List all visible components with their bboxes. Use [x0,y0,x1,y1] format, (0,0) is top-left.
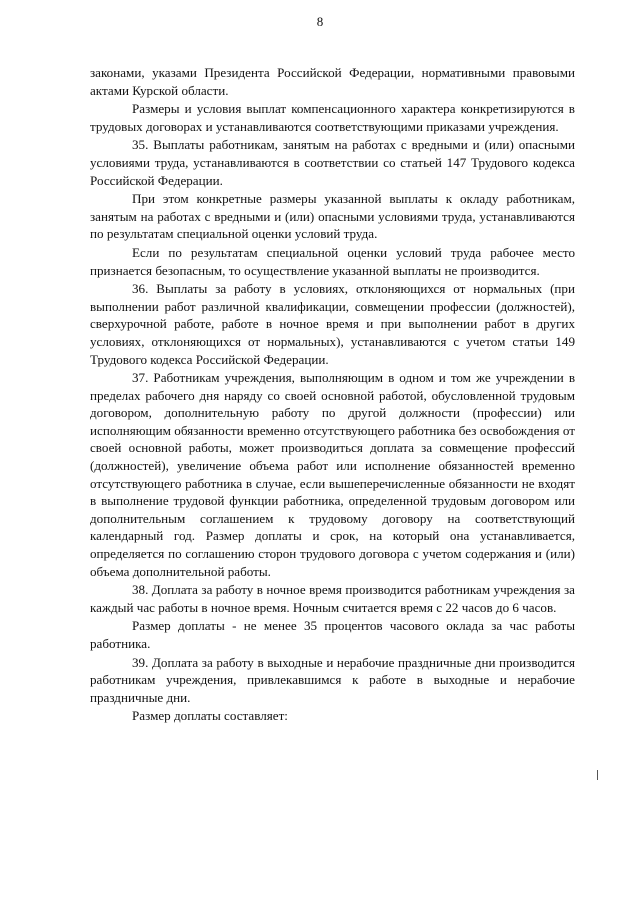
paragraph-35-details: При этом конкретные размеры указанной выплаты к окладу работникам, занятым на работах с вредными и (или) опасными условиями труда, устанавливаются по результатам специальной оценки условий труда. [90,191,575,242]
margin-mark [597,770,598,780]
paragraph-36: 36. Выплаты за работу в условиях, отклоняющихся от нормальных (при выполнении работ различной квалификации, совмещении профессии (должностей), сверхурочной работе, работе в ночное время и при выполнении работ в других условиях, отклоняющихся от нормальных), устанавливаются с учетом статьи 149 Трудового кодекса Российской Федерации. [90,281,575,367]
paragraph-38-amount: Размер доплаты - не менее 35 процентов часового оклада за час работы работника. [90,618,575,651]
page-number: 8 [316,14,324,29]
paragraph-38: 38. Доплата за работу в ночное время производится работникам учреждения за каждый час работы в ночное время. Ночным считается время с 22 часов до 6 часов. [90,582,575,615]
paragraph-35: 35. Выплаты работникам, занятым на работах с вредными и (или) опасными условиями труда, устанавливаются в соответствии со статьей 147 Трудового кодекса Российской Федерации. [90,137,575,188]
paragraph-35-safe-workplace: Если по результатам специальной оценки условий труда рабочее место признается безопасным, то осуществление указанной выплаты не производится. [90,244,575,278]
paragraph-39: 39. Доплата за работу в выходные и нерабочие праздничные дни производится работникам учреждения, привлекавшимся к работе в выходные и нерабочие праздничные дни. [90,654,575,705]
document-body [90,64,575,725]
paragraph-compensation-terms: Размеры и условия выплат компенсационного характера конкретизируются в трудовых договорах и устанавливаются соответствующими приказами учреждения. [90,101,575,134]
paragraph-39-amount: Размер доплаты составляет: [132,708,288,724]
paragraph-continuation: законами, указами Президента Российской Федерации, нормативными правовыми актами Курской области. [90,65,575,98]
paragraph-37: 37. Работникам учреждения, выполняющим в одном и том же учреждении в пределах рабочего дня наряду со своей основной работой, обусловленной трудовым договором, дополнительную работу по другой должности (профессии) или исполняющим обязанности временно отсутствующего работника без освобождения от своей основной работы, может производиться доплата за совмещение профессий (должностей), увеличение объема работ или исполнение обязанностей временно отсутствующего работника в случае, если вышеперечисленные обязанности не входят в выполнение трудовой функции работника, определенной трудовым договором или дополнительным соглашением к трудовому договору на соответствующий календарный год. Размер доплаты и срок, на который она устанавливается, определяется по соглашению сторон трудового договора с учетом содержания и (или) объема дополнительной работы. [90,370,575,579]
